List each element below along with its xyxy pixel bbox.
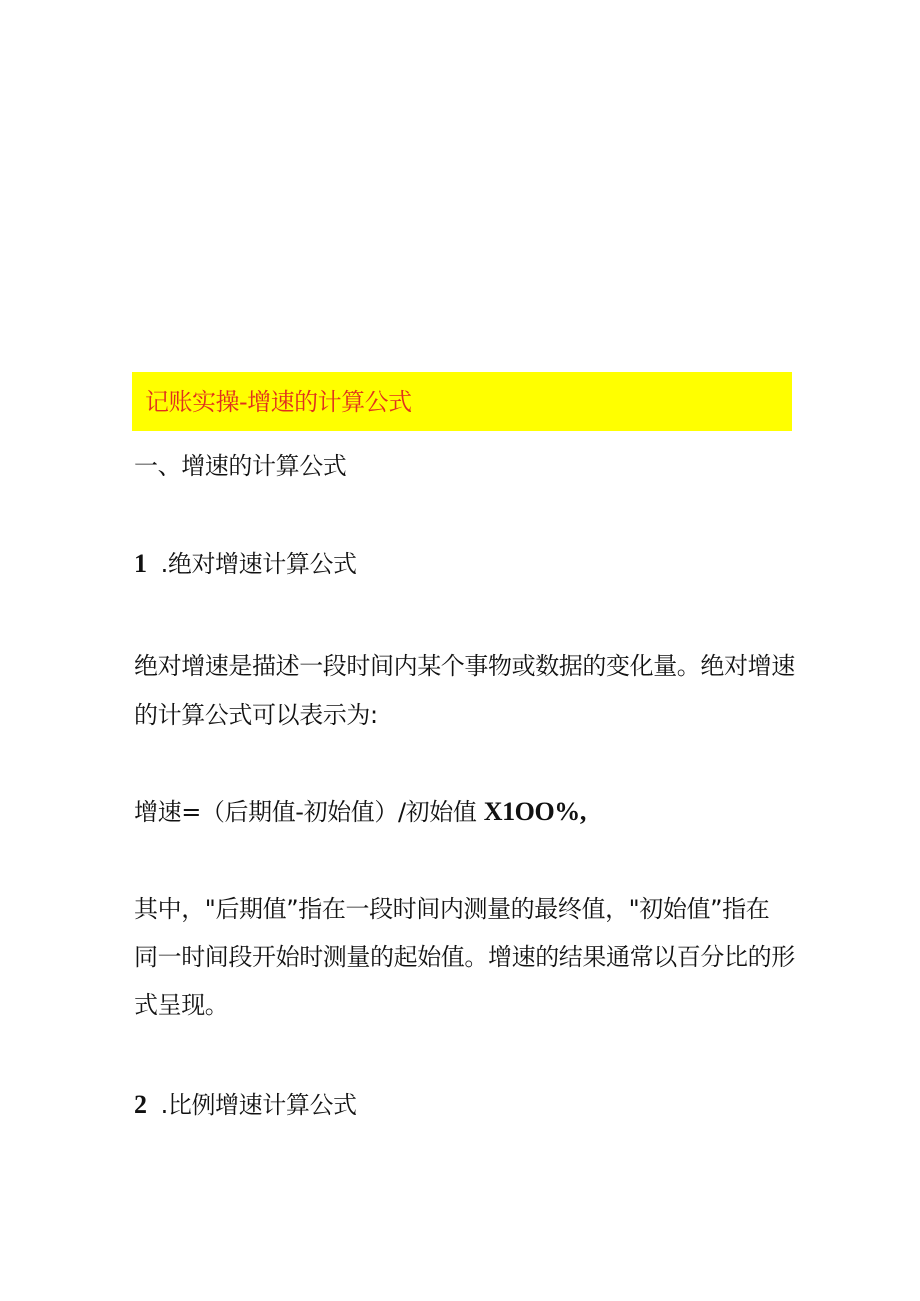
item2-heading-text: .比例增速计算公式 <box>160 1091 357 1119</box>
paragraph1-line1: 绝对增速是描述一段时间内某个事物或数据的变化量。绝对增速 <box>134 652 795 680</box>
paragraph2-line1: 其中，"后期值”指在一段时间内测量的最终值，"初始值”指在 <box>134 895 770 923</box>
item2-heading <box>134 1090 357 1120</box>
item2-number: 2 <box>134 1090 147 1119</box>
paragraph2-line3: 式呈现。 <box>134 991 229 1019</box>
formula-line <box>134 797 586 827</box>
paragraph1-line2: 的计算公式可以表示为: <box>134 701 378 729</box>
formula-text: 增速=（后期值-初始值）/初始值 <box>134 798 484 826</box>
item1-heading-text: .绝对增速计算公式 <box>160 550 357 578</box>
item1-number: 1 <box>134 549 147 578</box>
document-title: 记账实操-增速的计算公式 <box>145 388 412 416</box>
formula-tail: X1OO%, <box>483 797 587 826</box>
paragraph2-line2: 同一时间段开始时测量的起始值。增速的结果通常以百分比的形 <box>134 943 795 971</box>
title-banner <box>132 372 792 431</box>
item1-heading <box>134 549 357 579</box>
section-heading: 一、增速的计算公式 <box>134 452 347 480</box>
